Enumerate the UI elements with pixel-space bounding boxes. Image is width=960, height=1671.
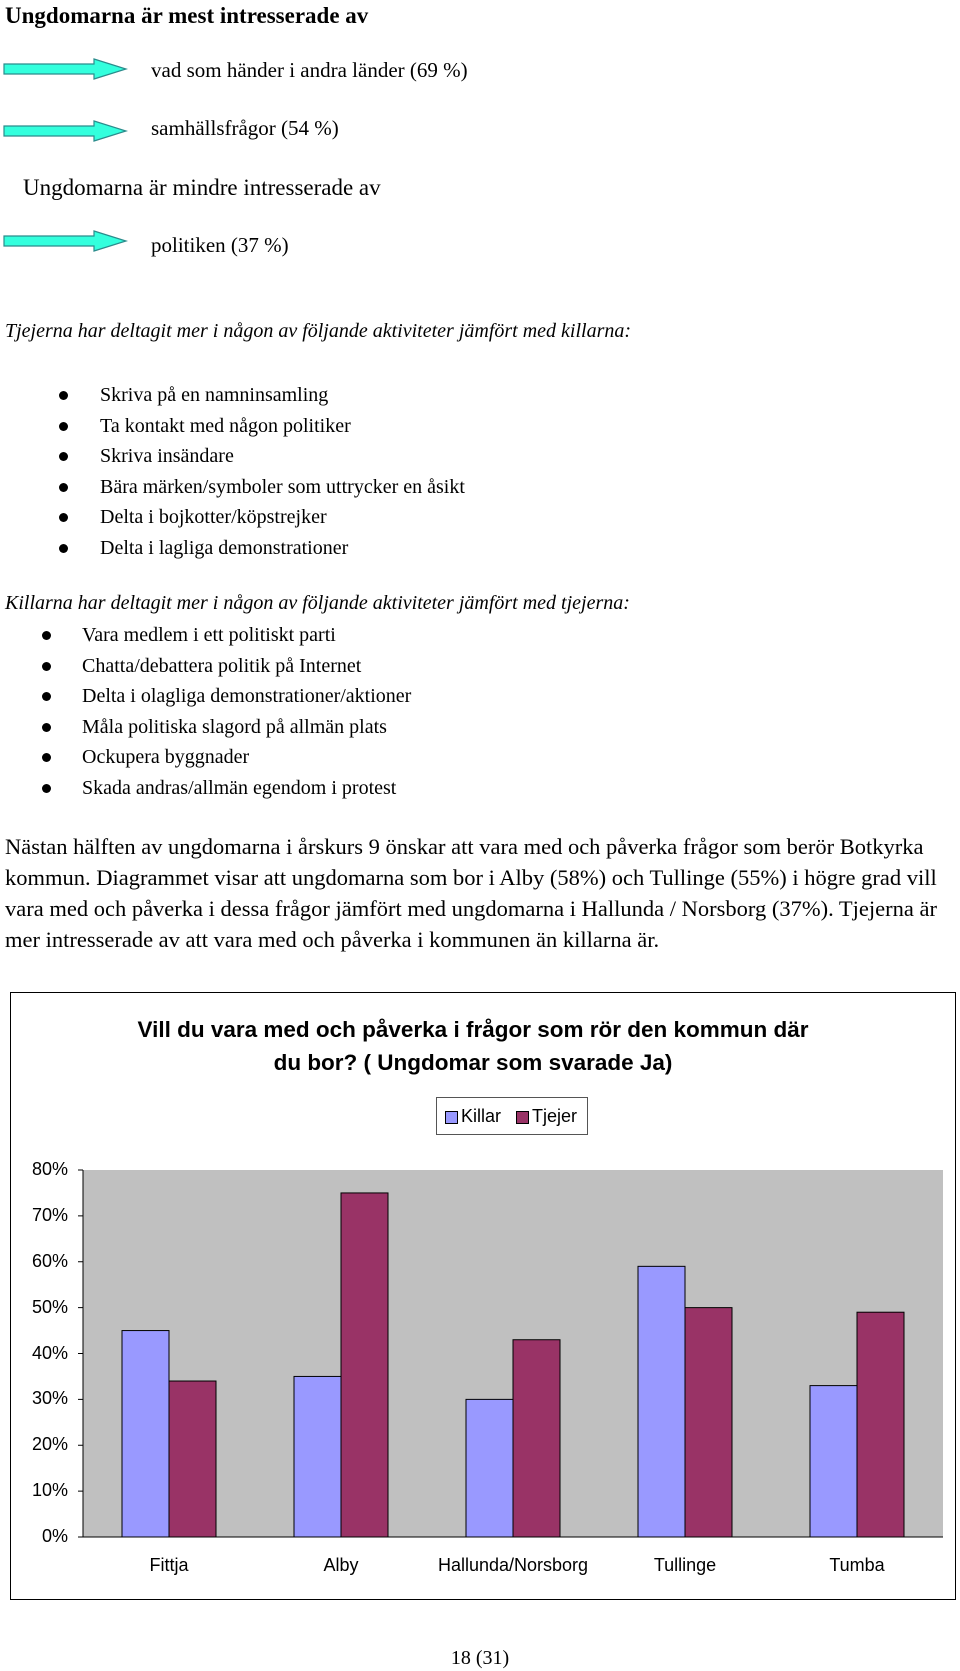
y-tick-label: 30% — [31, 1388, 68, 1409]
chart-frame — [10, 992, 956, 1600]
list-item: Delta i olagliga demonstrationer/aktioner — [0, 681, 411, 712]
list-item: Bära märken/symboler som uttrycker en åsikt — [0, 472, 465, 503]
boys-activity-list — [0, 620, 411, 803]
more-item-1: vad som händer i andra länder (69 %) — [151, 58, 468, 82]
arrow-icon — [2, 58, 128, 80]
list-item: Måla politiska slagord på allmän plats — [0, 712, 411, 743]
y-tick-label: 40% — [31, 1342, 68, 1363]
x-category-label: Fittja — [149, 1555, 189, 1575]
legend-label-killar: Killar — [461, 1106, 502, 1126]
y-tick-label: 70% — [31, 1204, 68, 1225]
arrow-icon — [2, 120, 128, 142]
body-paragraph: Nästan hälften av ungdomarna i årskurs 9 önskar att vara med och påverka frågor som berör Botkyrka kommun. Diagrammet visar att ungdomarna som bor i Alby (58%) och Tullinge (55%) i högre grad vill vara med och påverka i dessa frågor jämfört med ungdomarna i Hallunda / Norsborg (37%). Tjejerna är mer intresserade av att vara med och påverka i kommunen än killarna är. — [5, 834, 937, 952]
x-category-label: Tumba — [829, 1555, 885, 1575]
list-item: Delta i bojkotter/köpstrejker — [0, 502, 465, 533]
y-tick-label: 0% — [41, 1526, 68, 1546]
list-item: Vara medlem i ett politiskt parti — [0, 620, 411, 651]
y-tick-label: 80% — [31, 1159, 68, 1179]
x-category-label: Alby — [323, 1555, 359, 1575]
page-number: 18 (31) — [450, 1647, 510, 1669]
legend-swatch-killar — [445, 1111, 458, 1124]
heading-less-interested: Ungdomarna är mindre intresserade av — [23, 175, 381, 200]
list-item: Skriva på en namninsamling — [0, 380, 465, 411]
x-category-label: Hallunda/Norsborg — [437, 1555, 589, 1575]
arrow-icon — [2, 230, 128, 252]
girls-intro: Tjejerna har deltagit mer i någon av följande aktiviteter jämfört med killarna: — [5, 320, 632, 342]
boys-intro: Killarna har deltagit mer i någon av följande aktiviteter jämfört med tjejerna: — [5, 592, 630, 614]
list-item: Ockupera byggnader — [0, 742, 411, 773]
chart-legend — [436, 1097, 588, 1135]
y-tick-label: 20% — [31, 1434, 68, 1455]
list-item: Delta i lagliga demonstrationer — [0, 533, 465, 564]
y-tick-label: 60% — [31, 1250, 68, 1271]
heading-more-interested: Ungdomarna är mest intresserade av — [5, 3, 369, 28]
x-category-label: Tullinge — [653, 1555, 717, 1575]
list-item: Skada andras/allmän egendom i protest — [0, 773, 411, 804]
chart-title-line-2: du bor? ( Ungdomar som svarade Ja) — [273, 1050, 673, 1075]
list-item: Chatta/debattera politik på Internet — [0, 651, 411, 682]
legend-swatch-tjejer — [516, 1111, 529, 1124]
legend-label-tjejer: Tjejer — [532, 1106, 578, 1126]
list-item: Skriva insändare — [0, 441, 465, 472]
chart-title-line-1: Vill du vara med och påverka i frågor som rör den kommun där — [137, 1017, 809, 1042]
y-tick-label: 10% — [31, 1480, 68, 1501]
less-item-1: politiken (37 %) — [151, 233, 289, 257]
more-item-2: samhällsfrågor (54 %) — [151, 116, 339, 140]
girls-activity-list — [0, 380, 465, 563]
y-tick-label: 50% — [31, 1296, 68, 1317]
list-item: Ta kontakt med någon politiker — [0, 411, 465, 442]
